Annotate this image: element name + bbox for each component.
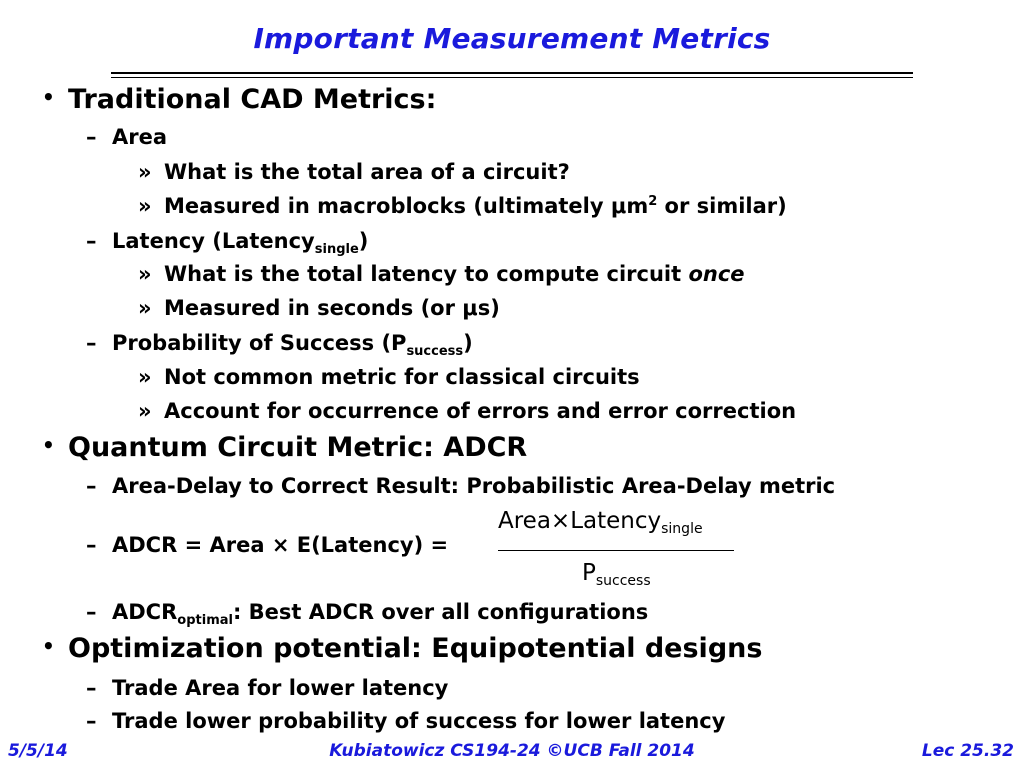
- footer-lecture-number: Lec 25.32: [921, 741, 1014, 761]
- subitem-text: Probability of Success (P: [112, 331, 407, 355]
- numerator-text: Area×Latency: [498, 508, 662, 534]
- detail-text: What is the total area of a circuit?: [164, 160, 570, 184]
- dash-glyph: –: [86, 331, 97, 355]
- detail-prob-note-2: [138, 399, 796, 423]
- subitem-adcr-optimal: [86, 600, 649, 628]
- bullet-glyph: •: [42, 433, 55, 457]
- subitem-area: [86, 125, 167, 149]
- subitem-trade-probability: [86, 709, 725, 733]
- bullet-text: Optimization potential: Equipotential designs: [68, 633, 763, 664]
- detail-latency-measured: [138, 296, 500, 320]
- detail-text: Measured in macroblocks (ultimately: [164, 194, 611, 218]
- unit-m: m: [626, 194, 649, 218]
- detail-text-end: or similar): [657, 194, 787, 218]
- subitem-text-end: ): [463, 331, 473, 355]
- dash-glyph: –: [86, 676, 97, 700]
- mu-symbol: μ: [610, 194, 627, 218]
- subitem-adcr-description: [86, 474, 835, 498]
- slide-title: Important Measurement Metrics: [253, 22, 771, 55]
- raquo-glyph: »: [138, 262, 152, 286]
- bullet-optimization-potential: [42, 633, 762, 664]
- dash-glyph: –: [86, 474, 97, 498]
- subitem-text: Area-Delay to Correct Result: Probabilistic Area-Delay metric: [112, 474, 836, 498]
- dash-glyph: –: [86, 709, 97, 733]
- raquo-glyph: »: [138, 160, 152, 184]
- dash-glyph: –: [86, 533, 97, 557]
- subitem-text: ADCR: [112, 600, 178, 624]
- footer-course: Kubiatowicz CS194-24 ©UCB Fall 2014: [329, 741, 695, 761]
- denominator-text: P: [582, 560, 596, 586]
- subitem-text: Trade Area for lower latency: [112, 676, 449, 700]
- detail-text: Account for occurrence of errors and error correction: [164, 399, 797, 423]
- subitem-text: Latency (Latency: [112, 229, 315, 253]
- detail-text: Not common metric for classical circuits: [164, 365, 640, 389]
- subitem-text: Trade lower probability of success for lower latency: [112, 709, 726, 733]
- subscript-success: success: [406, 344, 464, 359]
- detail-emphasis: once: [688, 262, 745, 286]
- numerator-subscript: single: [661, 521, 703, 537]
- bullet-text: Traditional CAD Metrics:: [68, 84, 437, 115]
- detail-text: What is the total latency to compute circuit: [164, 262, 689, 286]
- bullet-quantum-circuit-metric: [42, 432, 527, 463]
- subitem-text-end: : Best ADCR over all configurations: [232, 600, 649, 624]
- fraction-denominator: [582, 560, 651, 589]
- dash-glyph: –: [86, 600, 97, 624]
- dash-glyph: –: [86, 125, 97, 149]
- fraction-bar: [498, 550, 734, 551]
- raquo-glyph: »: [138, 399, 152, 423]
- subitem-probability-of-success: [86, 331, 473, 359]
- detail-area-measured: [138, 194, 787, 218]
- subitem-adcr-formula: [86, 533, 448, 557]
- subscript-single: single: [314, 242, 359, 257]
- detail-latency-question: [138, 262, 745, 286]
- bullet-glyph: •: [42, 85, 55, 109]
- detail-area-question: [138, 160, 570, 184]
- subitem-latency: [86, 229, 369, 257]
- raquo-glyph: »: [138, 296, 152, 320]
- mu-symbol: μ: [462, 296, 478, 320]
- dash-glyph: –: [86, 229, 97, 253]
- formula-lhs: ADCR = Area × E(Latency) =: [112, 533, 449, 557]
- raquo-glyph: »: [138, 194, 152, 218]
- bullet-traditional-cad-metrics: [42, 84, 436, 115]
- superscript-2: 2: [648, 194, 658, 209]
- bullet-glyph: •: [42, 634, 55, 658]
- denominator-subscript: success: [595, 573, 651, 589]
- subitem-text-end: ): [358, 229, 369, 253]
- bullet-text: Quantum Circuit Metric: ADCR: [68, 432, 528, 463]
- footer-date: 5/5/14: [8, 741, 68, 761]
- raquo-glyph: »: [138, 365, 152, 389]
- detail-text-end: s): [477, 296, 500, 320]
- detail-text: Measured in seconds (or: [164, 296, 463, 320]
- subscript-optimal: optimal: [177, 613, 233, 628]
- title-divider: [111, 72, 913, 78]
- subitem-text: Area: [112, 125, 168, 149]
- detail-prob-note-1: [138, 365, 640, 389]
- subitem-trade-area: [86, 676, 448, 700]
- fraction-numerator: [498, 508, 703, 537]
